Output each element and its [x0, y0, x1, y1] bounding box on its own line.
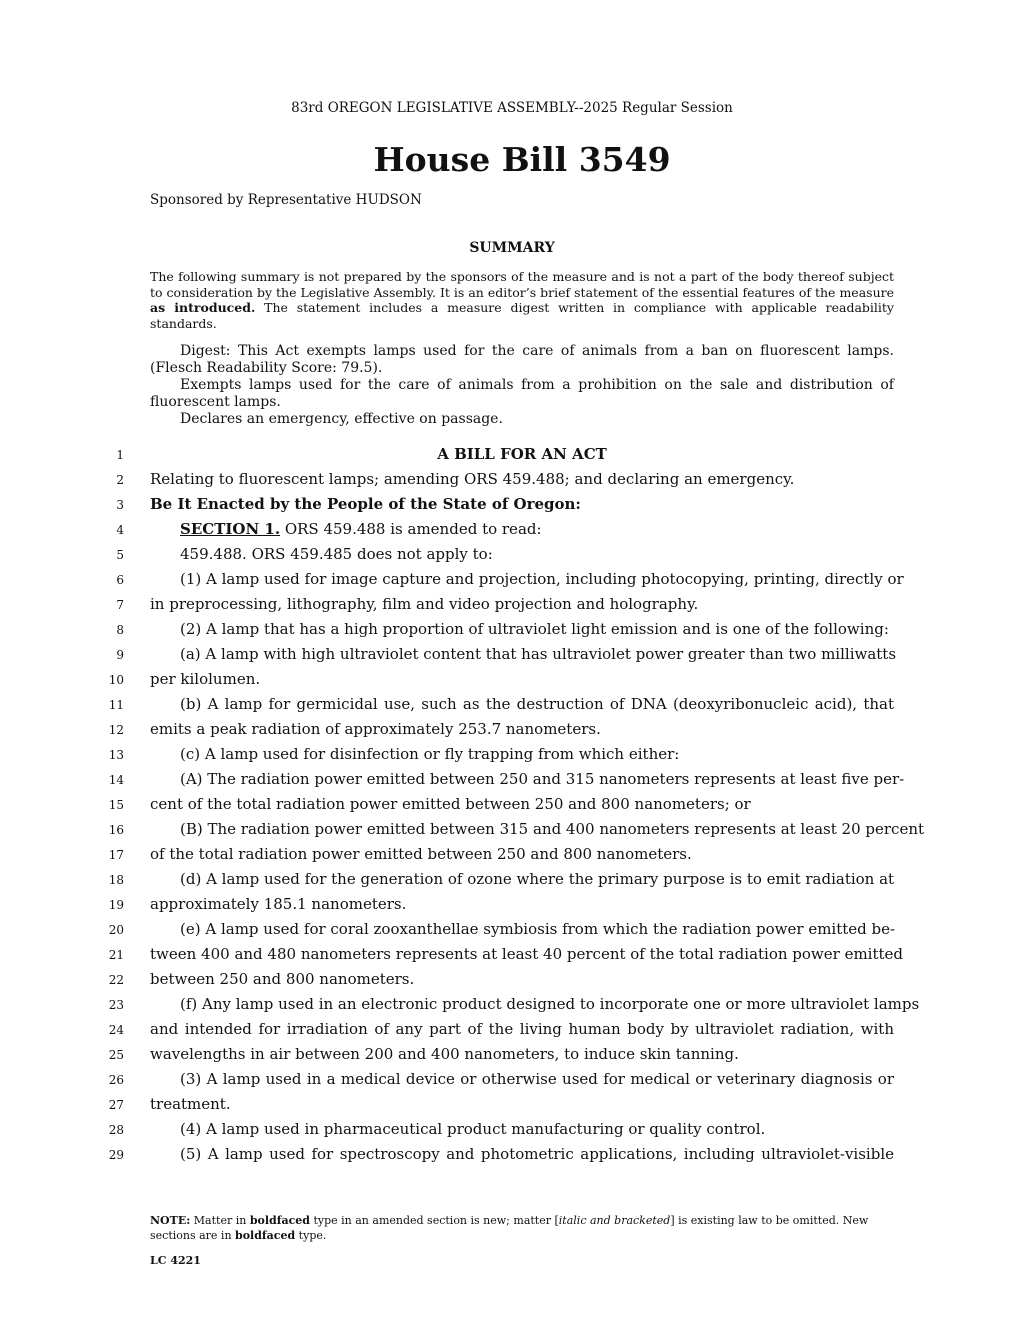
bill-line: (f) Any lamp used in an electronic product designed to incorporate one or more ultraviolet lamps [180, 995, 920, 1013]
line-number: 11 [108, 698, 124, 712]
line-number: 20 [108, 923, 124, 937]
summary-text-part2: The statement includes a measure digest written in compliance with applicable readability standards. [150, 300, 894, 331]
line-number: 22 [108, 973, 124, 987]
line-number: 5 [116, 548, 124, 562]
line-number: 14 [108, 773, 124, 787]
bill-line: cent of the total radiation power emitted between 250 and 800 nanometers; or [150, 795, 751, 813]
bill-line: of the total radiation power emitted between 250 and 800 nanometers. [150, 845, 692, 863]
line-number: 23 [108, 998, 124, 1012]
note-text: type in an amended section is new; matter [ [309, 1214, 559, 1227]
line-number: 24 [108, 1023, 124, 1037]
digest [150, 343, 894, 428]
bill-line: wavelengths in air between 200 and 400 nanometers, to induce skin tanning. [150, 1045, 739, 1063]
bill-line: approximately 185.1 nanometers. [150, 895, 407, 913]
note-italic: italic and bracketed [558, 1214, 671, 1227]
note-text: Matter in [190, 1214, 250, 1227]
relating-clause: Relating to fluorescent lamps; amending ORS 459.488; and declaring an emergency. [150, 470, 795, 488]
sponsor-line: Sponsored by Representative HUDSON [150, 192, 422, 208]
section-label: SECTION 1. [180, 520, 281, 538]
line-number: 28 [108, 1123, 124, 1137]
bill-line: (a) A lamp with high ultraviolet content that has ultraviolet power greater than two milliwatts [180, 645, 897, 663]
line-number: 19 [108, 898, 124, 912]
line-number: 27 [108, 1098, 124, 1112]
note-bold: boldfaced [235, 1229, 296, 1242]
line-number: 26 [108, 1073, 124, 1087]
section-text: ORS 459.488 is amended to read: [280, 520, 542, 538]
line-number: 18 [108, 873, 124, 887]
bill-line: (4) A lamp used in pharmaceutical product manufacturing or quality control. [180, 1120, 766, 1138]
summary-bold: as introduced. [150, 300, 256, 315]
bill-line: per kilolumen. [150, 670, 261, 688]
bill-line: (A) The radiation power emitted between 250 and 315 nanometers represents at least five per- [180, 770, 905, 788]
bill-line: (c) A lamp used for disinfection or fly trapping from which either: [180, 745, 680, 763]
note-bold: boldfaced [249, 1214, 310, 1227]
summary-heading: SUMMARY [469, 240, 555, 256]
bill-line: (5) A lamp used for spectroscopy and photometric applications, including ultraviolet-visible [180, 1145, 894, 1163]
bill-line: (e) A lamp used for coral zooxanthellae symbiosis from which the radiation power emitted be- [180, 920, 896, 938]
summary-text-part1: The following summary is not prepared by the sponsors of the measure and is not a part of the body thereof subject to consideration by the Legislative Assembly. It is an editor’s brief statement of the essential features of the measure [150, 269, 894, 300]
session-header: 83rd OREGON LEGISLATIVE ASSEMBLY--2025 Regular Session [291, 100, 733, 116]
bill-heading: A BILL FOR AN ACT [437, 445, 607, 463]
line-number: 9 [116, 648, 124, 662]
line-number: 25 [108, 1048, 124, 1062]
line-number: 2 [116, 473, 124, 487]
line-number: 17 [108, 848, 124, 862]
line-number: 7 [116, 598, 124, 612]
bill-line: treatment. [150, 1095, 231, 1113]
bill-line: (b) A lamp for germicidal use, such as the destruction of DNA (deoxyribonucleic acid), that [180, 695, 894, 713]
bill-line: in preprocessing, lithography, film and video projection and holography. [150, 595, 699, 613]
line-number: 15 [108, 798, 124, 812]
footnote [150, 1213, 894, 1243]
bill-line: emits a peak radiation of approximately 253.7 nanometers. [150, 720, 601, 738]
bill-line: (3) A lamp used in a medical device or otherwise used for medical or veterinary diagnosis or [180, 1070, 894, 1088]
bill-line: (2) A lamp that has a high proportion of ultraviolet light emission and is one of the following: [180, 620, 889, 638]
section-line [150, 520, 894, 538]
line-number: 29 [108, 1148, 124, 1162]
line-number: 10 [108, 673, 124, 687]
bill-line: and intended for irradiation of any part of the living human body by ultraviolet radiation, with [150, 1020, 894, 1038]
line-number: 6 [116, 573, 124, 587]
bill-line: tween 400 and 480 nanometers represents at least 40 percent of the total radiation power emitted [150, 945, 904, 963]
digest-paragraph: Digest: This Act exempts lamps used for the care of animals from a ban on fluorescent lamps. (Flesch Readability Score: 79.5). [150, 343, 894, 376]
enacting-clause: Be It Enacted by the People of the State of Oregon: [150, 495, 581, 513]
note-text: type. [295, 1229, 327, 1242]
line-number: 16 [108, 823, 124, 837]
digest-paragraph: Exempts lamps used for the care of animals from a prohibition on the sale and distribution of fluorescent lamps. [150, 377, 894, 410]
line-number: 8 [116, 623, 124, 637]
line-number: 1 [116, 448, 124, 462]
line-number: 21 [108, 948, 124, 962]
bill-line: (B) The radiation power emitted between 315 and 400 nanometers represents at least 20 percent [180, 820, 925, 838]
bill-line: (d) A lamp used for the generation of ozone where the primary purpose is to emit radiation at [180, 870, 895, 888]
bill-title: House Bill 3549 [373, 140, 671, 179]
line-number: 3 [116, 498, 124, 512]
note-label: NOTE: [150, 1214, 191, 1227]
summary-text [150, 269, 894, 331]
line-number: 4 [116, 523, 124, 537]
bill-line: between 250 and 800 nanometers. [150, 970, 415, 988]
lc-number: LC 4221 [150, 1254, 201, 1267]
note-text: ] is existing law to be omitted. New sections are in [150, 1214, 869, 1242]
digest-paragraph: Declares an emergency, effective on passage. [180, 411, 503, 427]
line-number: 13 [108, 748, 124, 762]
line-number: 12 [108, 723, 124, 737]
bill-line: 459.488. ORS 459.485 does not apply to: [180, 545, 493, 563]
bill-line: (1) A lamp used for image capture and projection, including photocopying, printing, directly or [180, 570, 904, 588]
